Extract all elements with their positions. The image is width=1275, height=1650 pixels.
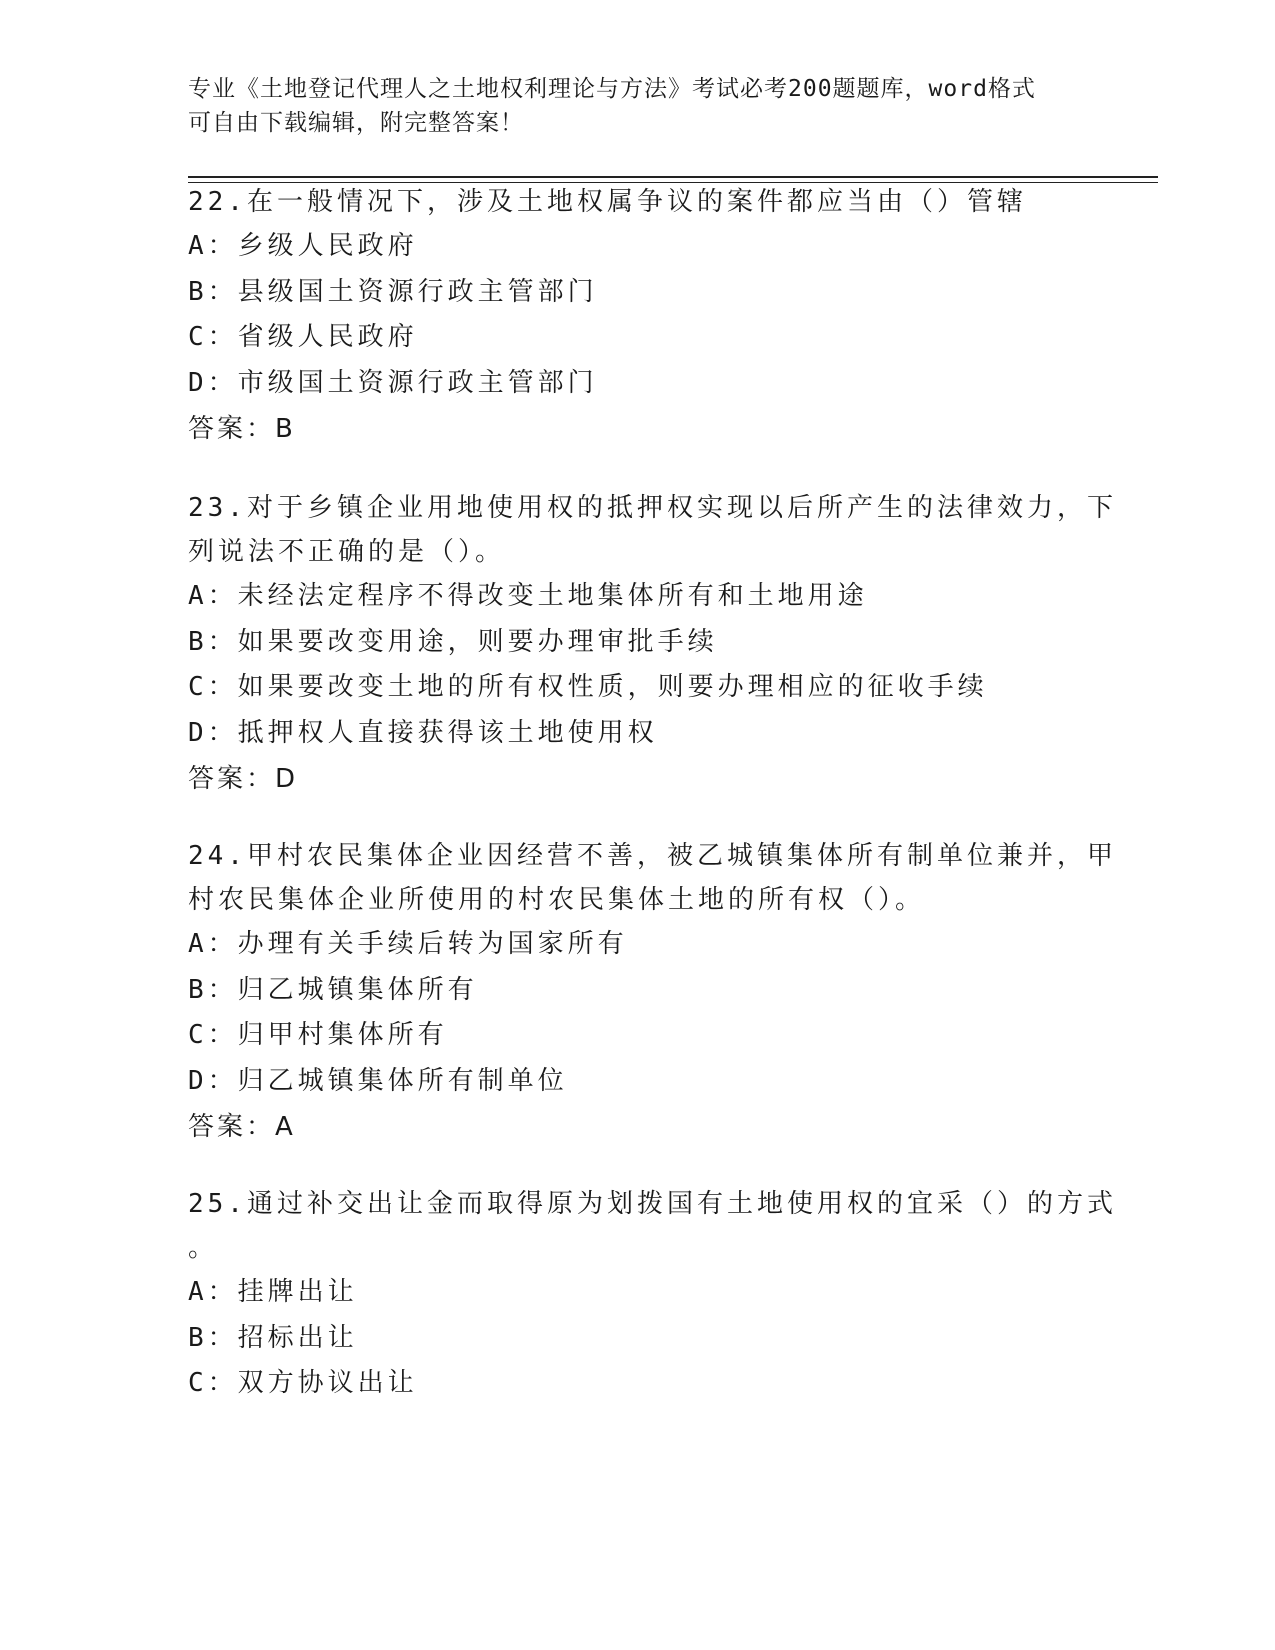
option-a: A：乡级人民政府 [188, 231, 418, 261]
question-stem-line: 村农民集体企业所使用的村农民集体土地的所有权（）。 [188, 885, 926, 915]
option-b: B：归乙城镇集体所有 [188, 974, 478, 1005]
option-a: A：办理有关手续后转为国家所有 [188, 929, 628, 959]
option-c: C：如果要改变土地的所有权性质，则要办理相应的征收手续 [188, 672, 988, 702]
answer-line: 答案：B [188, 414, 296, 444]
question-stem-line: 25.通过补交出让金而取得原为划拨国有土地使用权的宜采（）的方式 [188, 1189, 1117, 1219]
option-c: C：归甲村集体所有 [188, 1020, 448, 1050]
question-stem-line: 22.在一般情况下，涉及土地权属争议的案件都应当由（）管辖 [188, 187, 1027, 217]
question-22 [188, 180, 1088, 452]
question-stem-line: 。 [188, 1233, 219, 1263]
question-23 [188, 486, 1117, 802]
answer-line: 答案：D [188, 764, 299, 794]
question-25 [188, 1182, 1117, 1407]
question-24 [188, 834, 1117, 1150]
option-c: C：双方协议出让 [188, 1368, 418, 1398]
option-b: B：县级国土资源行政主管部门 [188, 276, 598, 307]
question-stem [188, 834, 1117, 922]
answer-line: 答案：A [188, 1112, 296, 1142]
header-line-1: 专业《土地登记代理人之土地权利理论与方法》考试必考200题题库，word格式 [188, 76, 1036, 102]
option-d: D：市级国土资源行政主管部门 [188, 367, 598, 398]
option-a: A：未经法定程序不得改变土地集体所有和土地用途 [188, 581, 868, 611]
option-d: D：归乙城镇集体所有制单位 [188, 1065, 568, 1096]
option-c: C：省级人民政府 [188, 322, 418, 352]
option-a: A：挂牌出让 [188, 1277, 358, 1307]
question-stem-line: 列说法不正确的是（）。 [188, 537, 506, 567]
option-b: B：招标出让 [188, 1322, 358, 1353]
option-d: D：抵押权人直接获得该土地使用权 [188, 717, 658, 748]
header-divider-thick [188, 176, 1158, 178]
question-stem-line: 24.甲村农民集体企业因经营不善，被乙城镇集体所有制单位兼并，甲 [188, 841, 1117, 871]
document-header [188, 72, 1088, 140]
question-stem [188, 486, 1117, 574]
question-stem [188, 180, 1088, 224]
header-line-2: 可自由下载编辑，附完整答案！ [188, 110, 524, 136]
question-stem-line: 23.对于乡镇企业用地使用权的抵押权实现以后所产生的法律效力，下 [188, 493, 1117, 523]
option-b: B：如果要改变用途，则要办理审批手续 [188, 626, 718, 657]
question-stem [188, 1182, 1117, 1270]
